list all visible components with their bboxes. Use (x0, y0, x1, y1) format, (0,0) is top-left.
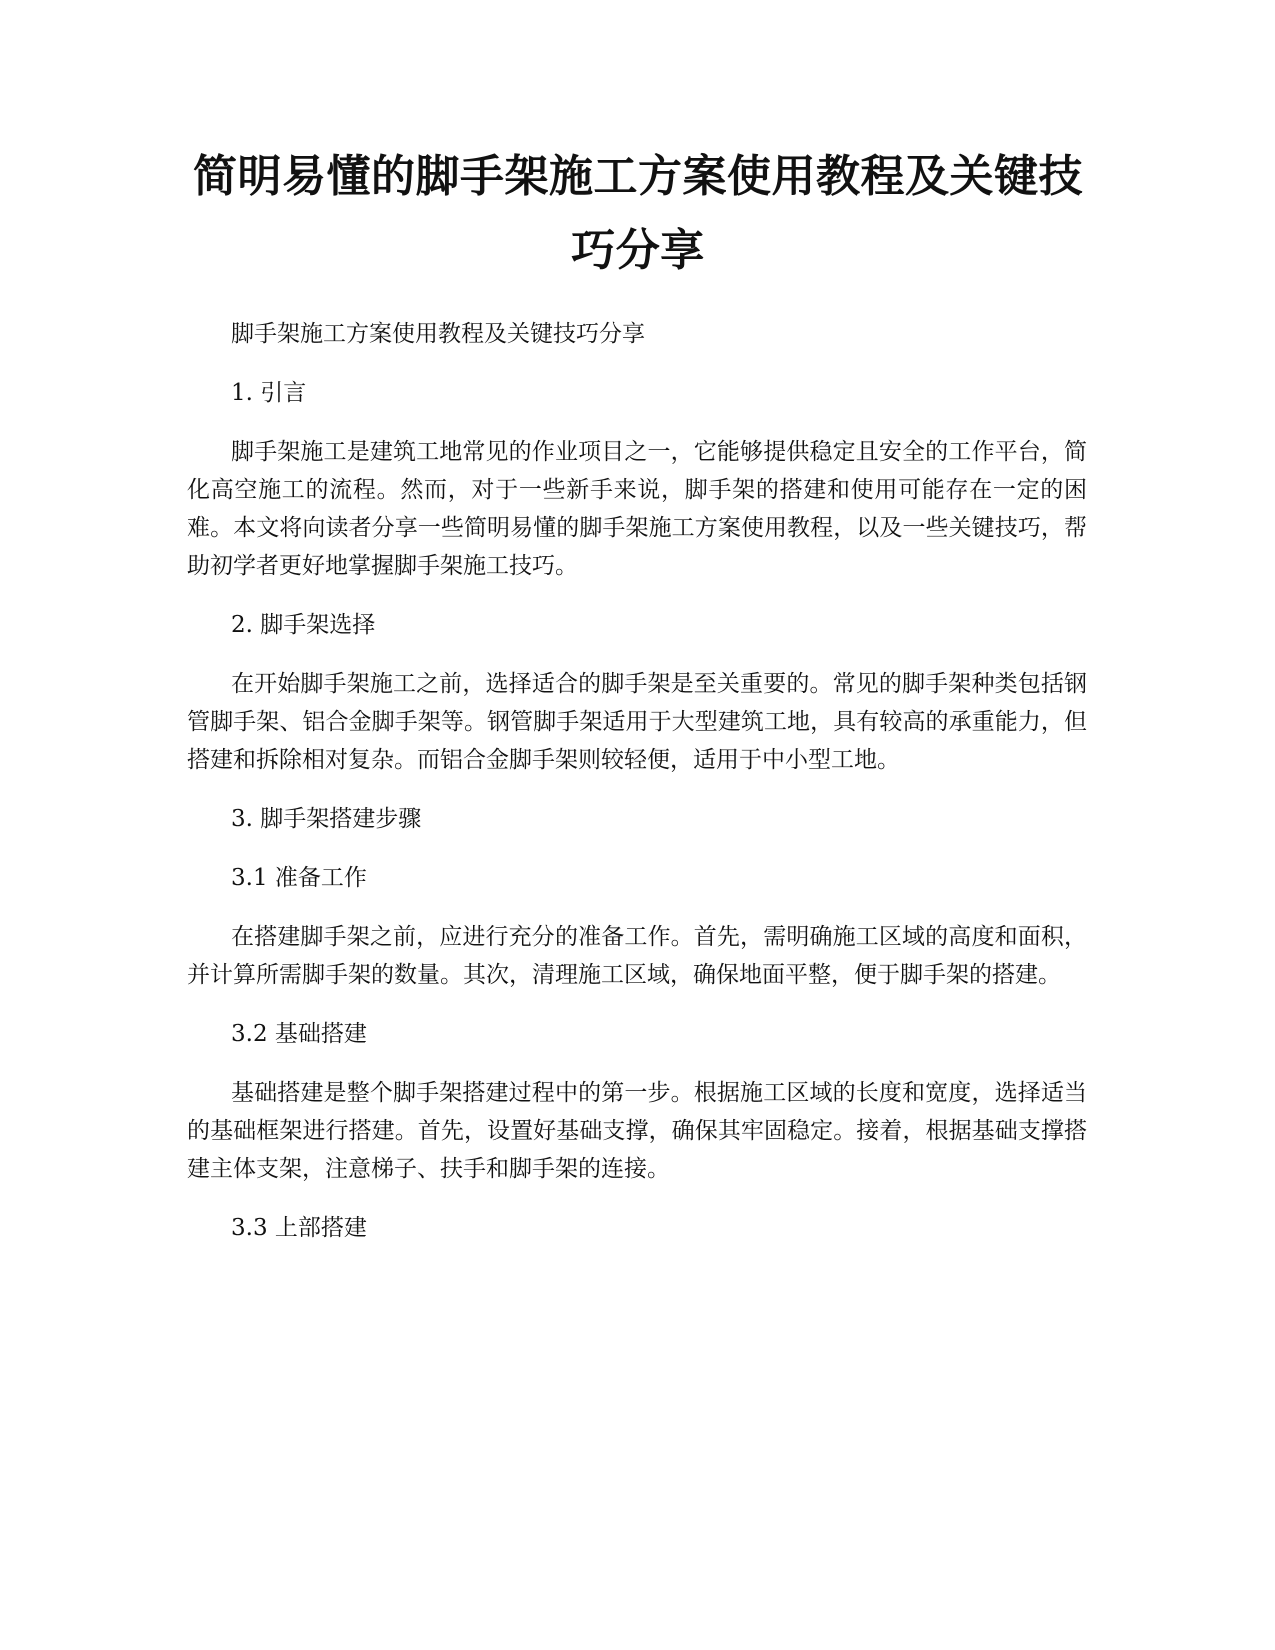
section-heading-1: 1. 引言 (231, 380, 307, 406)
subsection-heading-3-3: 3.3 上部搭建 (231, 1215, 367, 1241)
paragraph-2: 在开始脚手架施工之前，选择适合的脚手架是至关重要的。常见的脚手架种类包括钢管脚手架、铝合金脚手架等。钢管脚手架适用于大型建筑工地，具有较高的承重能力，但搭建和拆除相对复杂。而铝合金脚手架则较轻便，适用于中小型工地。 (187, 671, 1087, 773)
document-title: 简明易懂的脚手架施工方案使用教程及关键技巧分享 (193, 151, 1083, 276)
section-heading-3: 3. 脚手架搭建步骤 (231, 806, 422, 832)
document-body (187, 315, 1087, 1268)
paragraph-1: 脚手架施工是建筑工地常见的作业项目之一，它能够提供稳定且安全的工作平台，简化高空施工的流程。然而，对于一些新手来说，脚手架的搭建和使用可能存在一定的困难。本文将向读者分享一些简明易懂的脚手架施工方案使用教程，以及一些关键技巧，帮助初学者更好地掌握脚手架施工技巧。 (187, 439, 1087, 579)
subsection-heading-3-2: 3.2 基础搭建 (231, 1021, 367, 1047)
paragraph-intro-heading: 脚手架施工方案使用教程及关键技巧分享 (231, 321, 645, 347)
subsection-heading-3-1: 3.1 准备工作 (231, 865, 367, 891)
paragraph-3-1: 在搭建脚手架之前，应进行充分的准备工作。首先，需明确施工区域的高度和面积，并计算所需脚手架的数量。其次，清理施工区域，确保地面平整，便于脚手架的搭建。 (187, 924, 1087, 988)
paragraph-3-2: 基础搭建是整个脚手架搭建过程中的第一步。根据施工区域的长度和宽度，选择适当的基础框架进行搭建。首先，设置好基础支撑，确保其牢固稳定。接着，根据基础支撑搭建主体支架，注意梯子、扶手和脚手架的连接。 (187, 1080, 1087, 1182)
section-heading-2: 2. 脚手架选择 (231, 612, 376, 638)
